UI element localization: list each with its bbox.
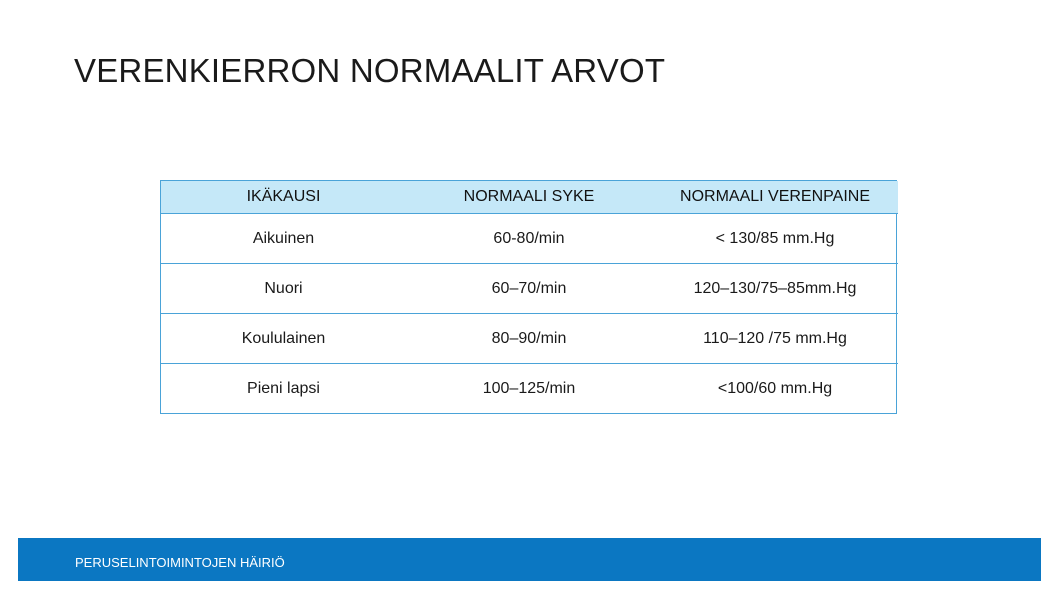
cell-blood-pressure: 110–120 /75 mm.Hg	[652, 314, 898, 364]
vital-values-table	[160, 180, 897, 414]
table-row	[161, 214, 898, 264]
cell-pulse: 60–70/min	[406, 264, 652, 314]
table-row	[161, 364, 898, 414]
cell-pulse: 100–125/min	[482, 379, 576, 397]
cell-pulse: 80–90/min	[406, 314, 652, 364]
cell-age-group: Aikuinen	[161, 214, 406, 264]
table-row	[161, 314, 898, 364]
cell-blood-pressure: <100/60 mm.Hg	[717, 379, 833, 397]
cell-blood-pressure: < 130/85 mm.Hg	[652, 214, 898, 264]
table-row	[161, 264, 898, 314]
header-normal-blood-pressure: NORMAALI VERENPAINE	[652, 181, 898, 214]
cell-age-group: Pieni lapsi	[247, 379, 320, 397]
slide-title: VERENKIERRON NORMAALIT ARVOT	[74, 52, 666, 89]
cell-age-group: Nuori	[161, 264, 406, 314]
footer-text: PERUSELINTOIMINTOJEN HÄIRIÖ	[75, 555, 285, 570]
header-normal-pulse: NORMAALI SYKE	[406, 181, 652, 214]
cell-age-group: Koululainen	[161, 314, 406, 364]
footer-bar	[18, 538, 1041, 581]
cell-pulse: 60-80/min	[406, 214, 652, 264]
header-age-group: IKÄKAUSI	[161, 181, 406, 214]
cell-blood-pressure: 120–130/75–85mm.Hg	[652, 264, 898, 314]
table-header-row	[161, 181, 898, 214]
